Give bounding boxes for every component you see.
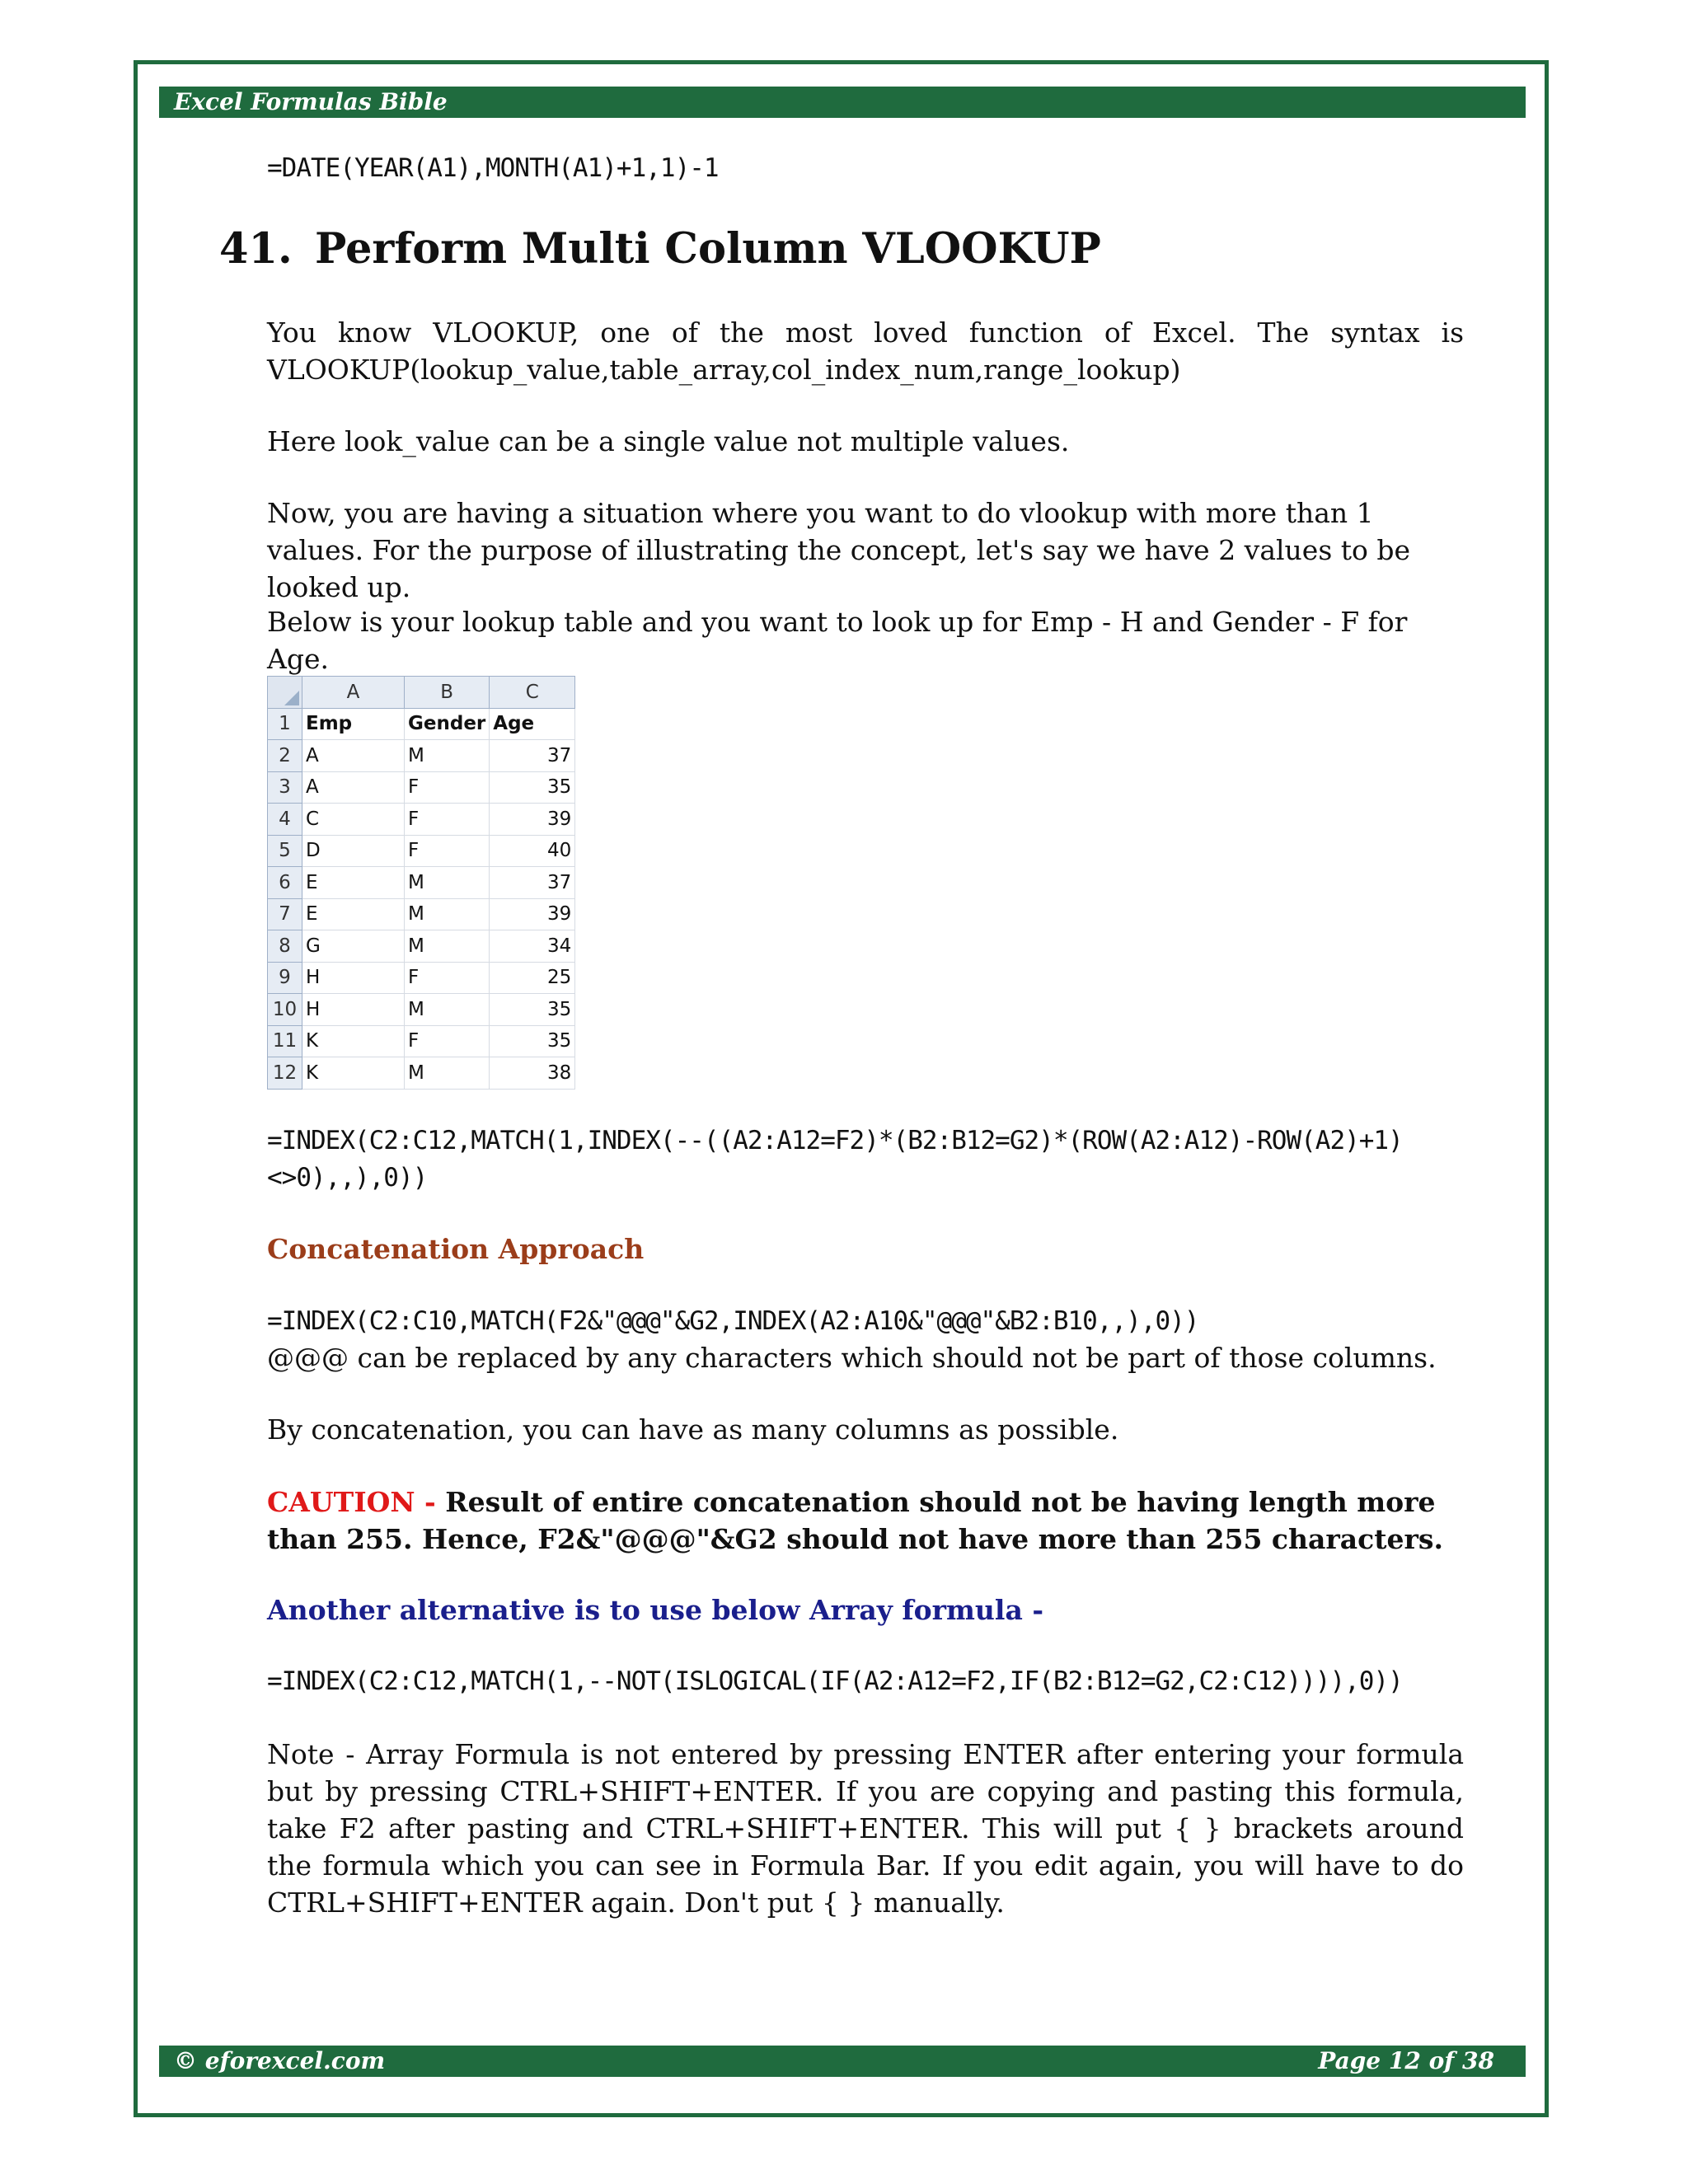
- row-number: 12: [268, 1057, 302, 1090]
- cell-emp: K: [302, 1025, 405, 1057]
- footer-page-number: Page 12 of 38: [1318, 2047, 1494, 2074]
- cell-gender: F: [405, 771, 490, 804]
- cell-emp: E: [302, 867, 405, 899]
- row-number: 2: [268, 740, 302, 772]
- cell-age: 40: [490, 835, 575, 867]
- section-title: Perform Multi Column VLOOKUP: [315, 224, 1101, 274]
- table-row: [268, 1057, 575, 1090]
- paragraph-single-value: Here look_value can be a single value not multiple values.: [267, 425, 1070, 457]
- table-row: [268, 867, 575, 899]
- formula-index-match: =INDEX(C2:C12,MATCH(1,INDEX(--((A2:A12=F2)*(B2:B12=G2)*(ROW(A2:A12)-ROW(A2)+1)<>0),,),0)): [267, 1126, 1403, 1193]
- cell-emp: K: [302, 1057, 405, 1090]
- header-cell-age: Age: [490, 708, 575, 740]
- table-row: [268, 994, 575, 1026]
- caution-text: Result of entire concatenation should not be having length more than 255. Hence, F2&"@@@"&G2 should not have more than 255 characters.: [267, 1486, 1443, 1555]
- header-title: Excel Formulas Bible: [174, 88, 448, 115]
- table-row: [268, 740, 575, 772]
- cell-gender: F: [405, 1025, 490, 1057]
- cell-gender: M: [405, 867, 490, 899]
- concatenation-heading: Concatenation Approach: [267, 1233, 645, 1265]
- row-number: 11: [268, 1025, 302, 1057]
- paragraph-syntax: You know VLOOKUP, one of the most loved function of Excel. The syntax is VLOOKUP(lookup_value,table_array,col_index_num,range_lookup): [267, 316, 1464, 386]
- cell-emp: D: [302, 835, 405, 867]
- row-number: 9: [268, 962, 302, 994]
- row-number: 10: [268, 994, 302, 1026]
- cell-emp: H: [302, 962, 405, 994]
- cell-age: 35: [490, 994, 575, 1026]
- paragraph-situation: Now, you are having a situation where you want to do vlookup with more than 1 values. For the purpose of illustrating the concept, let's say we have 2 values to be looked up.: [267, 497, 1411, 603]
- select-all-corner: [268, 677, 302, 709]
- table-row: [268, 898, 575, 930]
- cell-emp: H: [302, 994, 405, 1026]
- header-cell-emp: Emp: [302, 708, 405, 740]
- cell-age: 35: [490, 771, 575, 804]
- section-number: 41.: [219, 224, 293, 274]
- footer-site: © eforexcel.com: [174, 2047, 386, 2074]
- cell-emp: C: [302, 804, 405, 836]
- concatenation-many-columns: By concatenation, you can have as many columns as possible.: [267, 1413, 1119, 1446]
- cell-gender: M: [405, 994, 490, 1026]
- cell-gender: F: [405, 835, 490, 867]
- table-row: [268, 930, 575, 963]
- cell-age: 34: [490, 930, 575, 963]
- alternative-formula: =INDEX(C2:C12,MATCH(1,--NOT(ISLOGICAL(IF(A2:A12=F2,IF(B2:B12=G2,C2:C12)))),0)): [267, 1666, 1403, 1696]
- cell-emp: G: [302, 930, 405, 963]
- row-number: 3: [268, 771, 302, 804]
- row-number: 7: [268, 898, 302, 930]
- row-number: 8: [268, 930, 302, 963]
- cell-emp: A: [302, 740, 405, 772]
- row-number: 6: [268, 867, 302, 899]
- cell-gender: M: [405, 898, 490, 930]
- cell-gender: F: [405, 804, 490, 836]
- cell-age: 37: [490, 740, 575, 772]
- cell-age: 38: [490, 1057, 575, 1090]
- cell-age: 39: [490, 898, 575, 930]
- caution-label: CAUTION -: [267, 1486, 446, 1518]
- caution-paragraph: [267, 1483, 1464, 1558]
- cell-gender: M: [405, 740, 490, 772]
- alternative-heading: Another alternative is to use below Array formula -: [267, 1594, 1044, 1626]
- table-row: [268, 1025, 575, 1057]
- table-row: [268, 771, 575, 804]
- cell-gender: M: [405, 1057, 490, 1090]
- cell-age: 39: [490, 804, 575, 836]
- page-header: [159, 87, 1526, 118]
- concatenation-note: @@@ can be replaced by any characters which should not be part of those columns.: [267, 1342, 1437, 1374]
- top-formula: =DATE(YEAR(A1),MONTH(A1)+1,1)-1: [267, 153, 719, 183]
- table-header-row: [268, 708, 575, 740]
- cell-emp: A: [302, 771, 405, 804]
- cell-age: 25: [490, 962, 575, 994]
- cell-age: 37: [490, 867, 575, 899]
- column-header-c: C: [490, 677, 575, 709]
- column-header-b: B: [405, 677, 490, 709]
- row-number: 5: [268, 835, 302, 867]
- row-number: 4: [268, 804, 302, 836]
- column-header-a: A: [302, 677, 405, 709]
- page-footer: [159, 2046, 1526, 2077]
- section-heading: [219, 223, 1101, 275]
- column-header-row: [268, 677, 575, 709]
- array-formula-note: Note - Array Formula is not entered by pressing ENTER after entering your formula but by pressing CTRL+SHIFT+ENTER. If you are copying and pasting this formula, take F2 after pasting and CTRL+SHIFT+ENTER. This will put { } brackets around the formula which you can see in Formula Bar. If you edit again, you will have to do CTRL+SHIFT+ENTER again. Don't put { } manually.: [267, 1738, 1464, 1919]
- cell-gender: M: [405, 930, 490, 963]
- cell-gender: F: [405, 962, 490, 994]
- lookup-table-image: [267, 676, 575, 1090]
- cell-emp: E: [302, 898, 405, 930]
- paragraph-lookup-table: Below is your lookup table and you want to look up for Emp - H and Gender - F for Age.: [267, 606, 1408, 675]
- concatenation-formula: =INDEX(C2:C10,MATCH(F2&"@@@"&G2,INDEX(A2:A10&"@@@"&B2:B10,,),0)): [267, 1306, 1199, 1336]
- table-row: [268, 835, 575, 867]
- cell-age: 35: [490, 1025, 575, 1057]
- table-row: [268, 804, 575, 836]
- table-row: [268, 962, 575, 994]
- header-cell-gender: Gender: [405, 708, 490, 740]
- row-number: 1: [268, 708, 302, 740]
